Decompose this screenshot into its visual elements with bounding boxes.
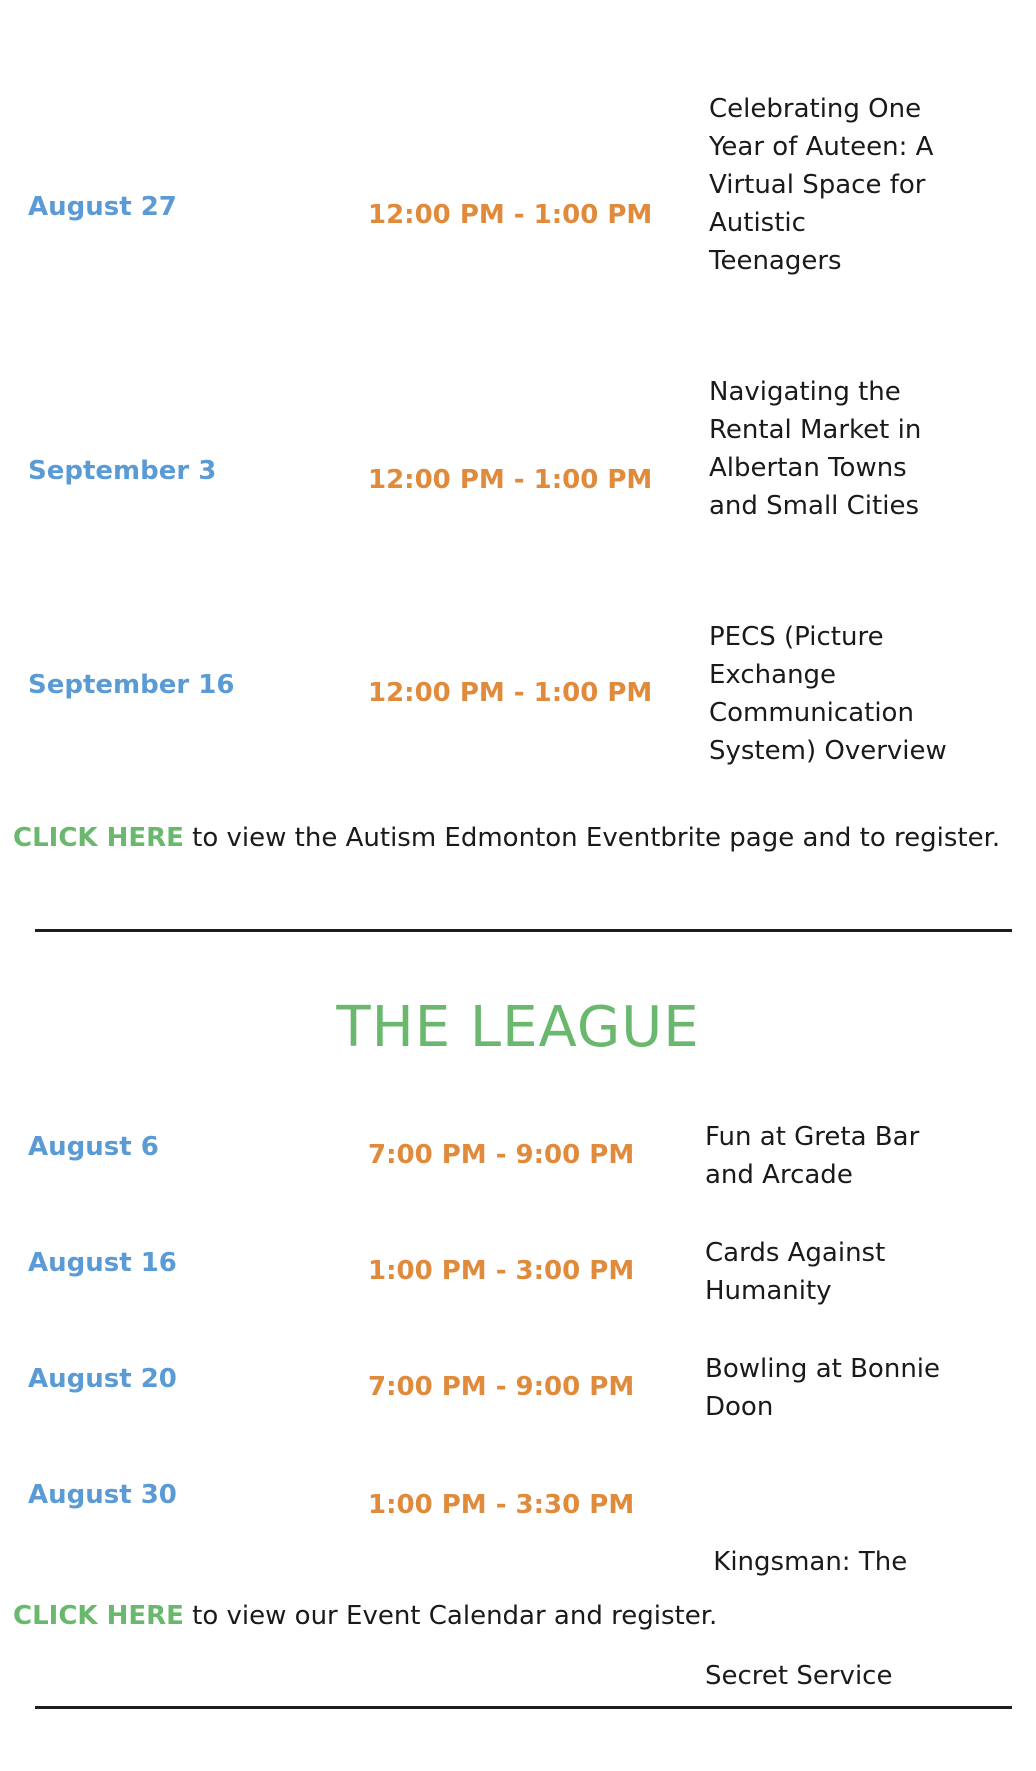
event-calendar-cta-text: to view our Event Calendar and register. bbox=[183, 1601, 718, 1631]
event-title-line: and Arcade bbox=[705, 1160, 853, 1190]
event-title-line: Autistic bbox=[709, 208, 806, 238]
event-date: August 16 bbox=[28, 1248, 177, 1278]
event-title-line: Celebrating One bbox=[709, 94, 922, 124]
section-divider bbox=[35, 1706, 1012, 1709]
eventbrite-cta bbox=[13, 823, 1000, 853]
event-title bbox=[705, 1234, 955, 1310]
event-title bbox=[709, 618, 959, 770]
event-title-line: Exchange bbox=[709, 660, 837, 690]
event-title-line: Year of Auteen: A bbox=[709, 132, 934, 162]
section-heading: THE LEAGUE bbox=[336, 995, 700, 1060]
event-date: August 27 bbox=[28, 192, 177, 222]
event-title-line: Communication bbox=[709, 698, 914, 728]
event-title bbox=[705, 1350, 955, 1426]
event-title-line: Albertan Towns bbox=[709, 453, 907, 483]
event-title bbox=[709, 90, 959, 280]
event-title-line: Teenagers bbox=[709, 246, 842, 276]
eventbrite-click-here-link[interactable]: CLICK HERE bbox=[13, 823, 184, 853]
event-time: 12:00 PM - 1:00 PM bbox=[368, 678, 653, 708]
eventbrite-cta-text: to view the Autism Edmonton Eventbrite page and to register. bbox=[183, 823, 1001, 853]
event-calendar-click-here-link[interactable]: CLICK HERE bbox=[13, 1601, 184, 1631]
event-time: 7:00 PM - 9:00 PM bbox=[368, 1372, 635, 1402]
event-time: 7:00 PM - 9:00 PM bbox=[368, 1140, 635, 1170]
event-title-line: Virtual Space for bbox=[709, 170, 926, 200]
event-time: 1:00 PM - 3:30 PM bbox=[368, 1490, 635, 1520]
event-title-line: PECS (Picture bbox=[709, 622, 884, 652]
event-title-line: Navigating the bbox=[709, 377, 901, 407]
event-title-line: Kingsman: The bbox=[705, 1547, 908, 1577]
event-title bbox=[709, 373, 959, 525]
event-title bbox=[705, 1467, 955, 1771]
event-title-line: Fun at Greta Bar bbox=[705, 1122, 920, 1152]
section-divider bbox=[35, 929, 1012, 932]
event-title-line: Humanity bbox=[705, 1276, 832, 1306]
event-date: August 30 bbox=[28, 1480, 177, 1510]
event-calendar-cta bbox=[13, 1601, 717, 1631]
event-title-line: and Small Cities bbox=[709, 491, 919, 521]
event-title-line: Bowling at Bonnie bbox=[705, 1354, 941, 1384]
event-title-line: Cards Against bbox=[705, 1238, 886, 1268]
event-title-line: Doon bbox=[705, 1392, 774, 1422]
event-time: 12:00 PM - 1:00 PM bbox=[368, 200, 653, 230]
event-time: 12:00 PM - 1:00 PM bbox=[368, 465, 653, 495]
event-title-line: Secret Service bbox=[705, 1661, 893, 1691]
event-date: September 3 bbox=[28, 456, 217, 486]
event-title bbox=[705, 1118, 955, 1194]
event-date: August 6 bbox=[28, 1132, 159, 1162]
event-title-line: System) Overview bbox=[709, 736, 947, 766]
event-date: September 16 bbox=[28, 670, 235, 700]
event-date: August 20 bbox=[28, 1364, 177, 1394]
event-time: 1:00 PM - 3:00 PM bbox=[368, 1256, 635, 1286]
event-title-line: Rental Market in bbox=[709, 415, 922, 445]
